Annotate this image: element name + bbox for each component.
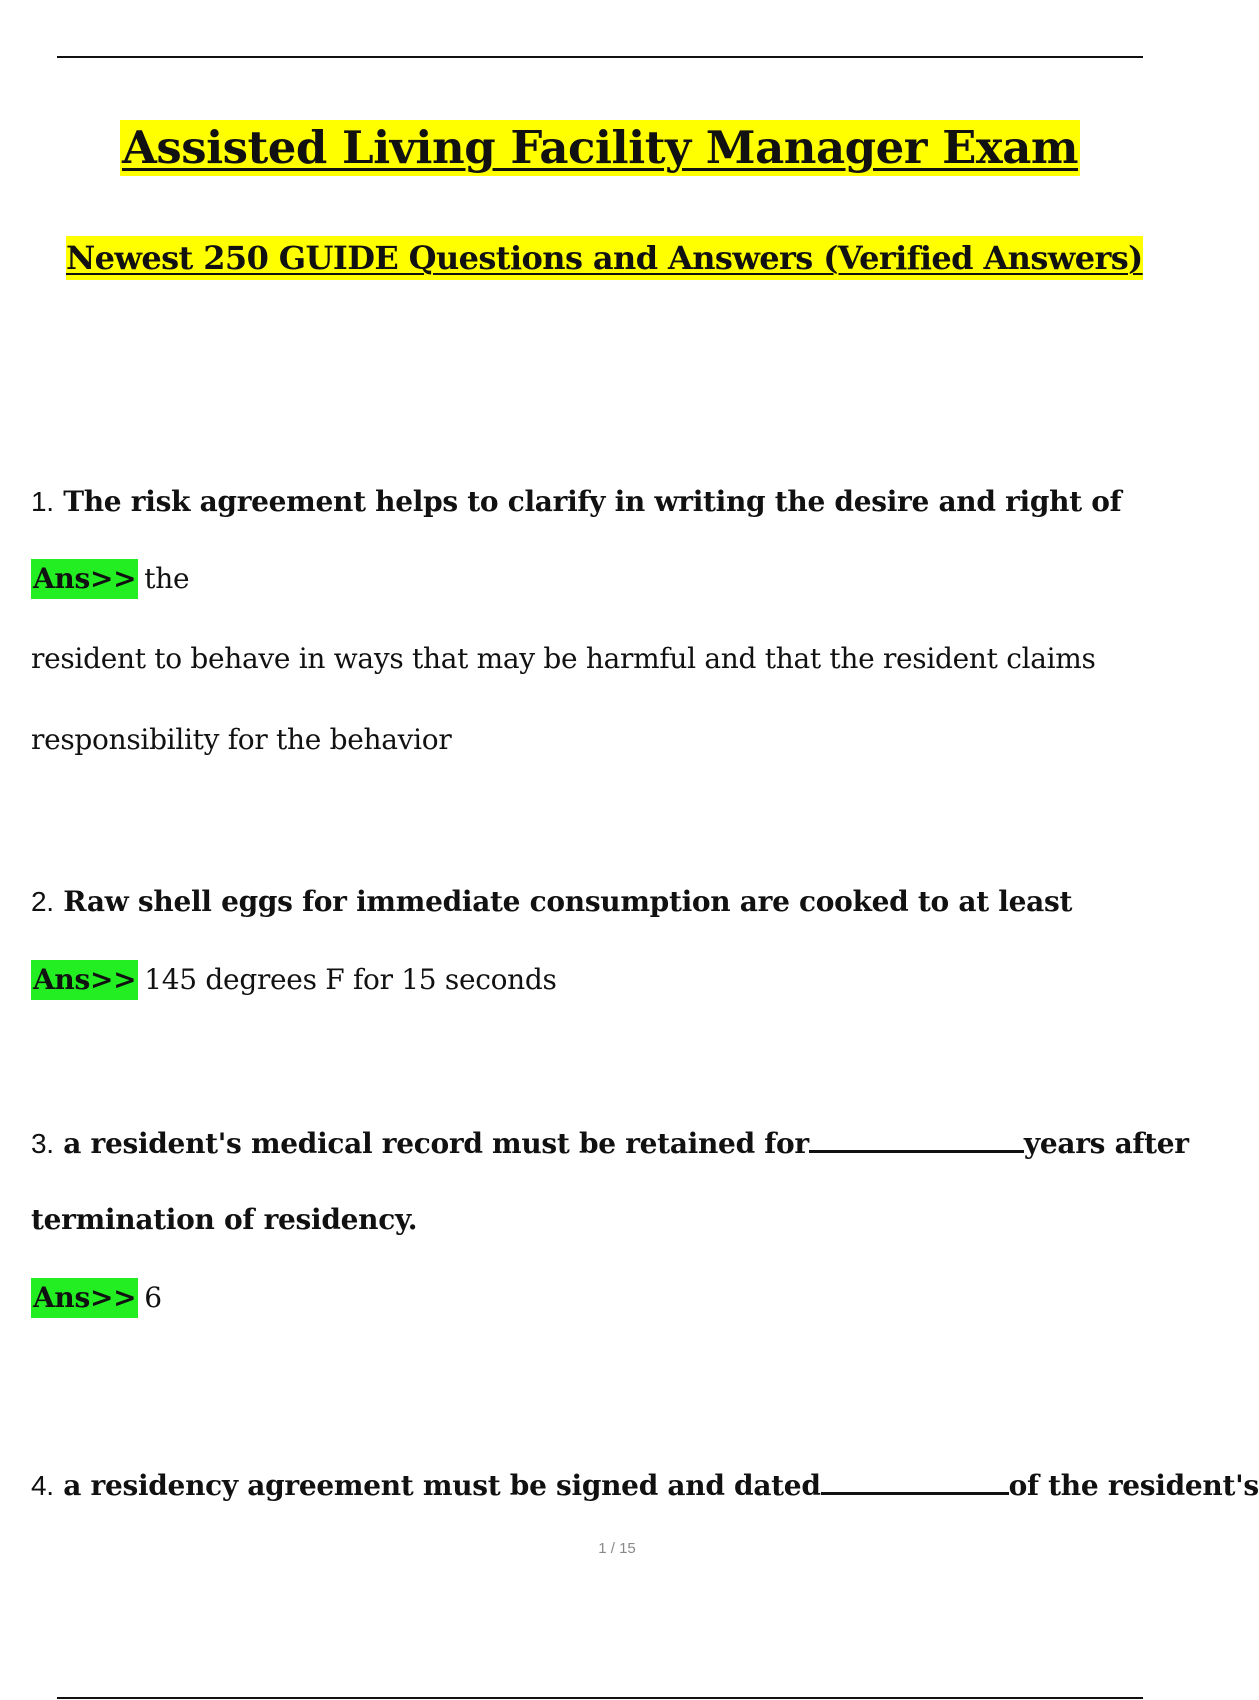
question-text: The risk agreement helps to clarify in writing the desire and right of — [63, 485, 1122, 518]
answer-2 — [31, 960, 557, 1000]
question-text-after-blank: of the resident's — [1008, 1469, 1259, 1502]
answer-1-continuation-2: responsibility for the behavior — [31, 723, 452, 756]
question-number: 1. — [31, 486, 54, 517]
question-text: Raw shell eggs for immediate consumption are cooked to at least — [63, 885, 1073, 918]
page-indicator: 1 / 15 — [598, 1540, 636, 1557]
question-2 — [31, 882, 1072, 922]
fill-in-blank — [809, 1126, 1024, 1153]
bottom-rule — [57, 1697, 1143, 1699]
subtitle-container — [66, 236, 1186, 280]
question-number: 2. — [31, 886, 54, 917]
answer-label: Ans>> — [31, 960, 138, 1000]
title-container — [0, 120, 1200, 176]
document-subtitle: Newest 250 GUIDE Questions and Answers (Verified Answers) — [66, 236, 1143, 280]
question-3 — [31, 1124, 1189, 1164]
answer-text: 145 degrees F for 15 seconds — [144, 963, 557, 996]
answer-label: Ans>> — [31, 1278, 138, 1318]
question-number: 4. — [31, 1470, 54, 1501]
question-number: 3. — [31, 1128, 54, 1159]
question-text-after-blank: years after — [1023, 1127, 1189, 1160]
answer-text: 6 — [144, 1281, 162, 1314]
answer-text: the — [144, 562, 190, 595]
question-3-line-2: termination of residency. — [31, 1203, 418, 1236]
answer-label: Ans>> — [31, 559, 138, 599]
top-rule — [57, 56, 1143, 58]
answer-3 — [31, 1278, 162, 1318]
question-1 — [31, 482, 1121, 522]
fill-in-blank — [821, 1468, 1009, 1495]
document-title: Assisted Living Facility Manager Exam — [121, 121, 1079, 174]
question-text: a resident's medical record must be retained for — [63, 1127, 809, 1160]
question-4 — [31, 1466, 1259, 1506]
answer-1 — [31, 559, 189, 599]
answer-1-continuation-1: resident to behave in ways that may be harmful and that the resident claims — [31, 642, 1096, 675]
question-text: a residency agreement must be signed and dated — [63, 1469, 821, 1502]
